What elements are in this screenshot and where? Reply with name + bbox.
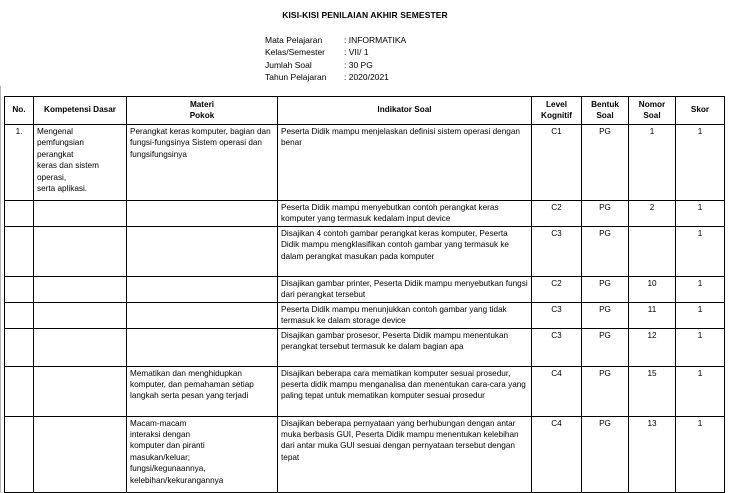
cell-bentuk-soal: PG (582, 201, 629, 227)
cell-indikator-soal: Disajikan beberapa pernyataan yang berhubungan dengan antar muka berbasis GUI, Peserta Didik mampu menentukan kelebihan dari antar muka GUI sesuai dengan pernyataan tersebut dengan tepat (278, 416, 532, 492)
meta-label: Mata Pelajaran (265, 35, 323, 45)
cell-level-kognitif: C3 (532, 328, 582, 366)
header-skor: Skor (676, 97, 725, 125)
cell-level-kognitif: C2 (532, 201, 582, 227)
cell-bentuk-soal: PG (582, 125, 629, 201)
cell-level-kognitif: C2 (532, 276, 582, 302)
table-row (5, 125, 725, 201)
table-row (5, 226, 725, 276)
cell-nomor-soal: 1 (629, 125, 676, 201)
cell-no (5, 302, 34, 328)
header-materi-pokok: Materi Pokok (127, 97, 278, 125)
cell-level-kognitif: C3 (532, 302, 582, 328)
header-kompetensi-dasar: Kompetensi Dasar (34, 97, 127, 125)
document-meta (265, 34, 406, 83)
cell-bentuk-soal: PG (582, 226, 629, 276)
cell-no (5, 366, 34, 416)
header-indikator-soal: Indikator Soal (278, 97, 532, 125)
cell-no (5, 226, 34, 276)
cell-materi-pokok (127, 302, 278, 328)
meta-row (265, 59, 406, 71)
cell-indikator-soal: Disajikan 4 contoh gambar perangkat keras komputer, Peserta Didik mampu mengklasifikan contoh gambar yang termasuk ke dalam perangkat masukan pada komputer (278, 226, 532, 276)
meta-row (265, 46, 406, 58)
cell-no (5, 328, 34, 366)
cell-level-kognitif: C4 (532, 366, 582, 416)
cell-no (5, 276, 34, 302)
cell-bentuk-soal: PG (582, 366, 629, 416)
cell-nomor-soal (629, 226, 676, 276)
cell-skor: 1 (676, 125, 725, 201)
kisi-kisi-table (4, 96, 725, 493)
meta-label: Tahun Pelajaran (265, 71, 327, 82)
cell-no (5, 201, 34, 227)
cell-kompetensi-dasar (34, 226, 127, 276)
meta-value: : 2020/2021 (344, 71, 389, 82)
meta-value: : INFORMATIKA (344, 35, 407, 45)
cell-skor: 1 (676, 366, 725, 416)
cell-indikator-soal: Peserta Didik mampu menjelaskan definisi sistem operasi dengan benar (278, 125, 532, 201)
cell-nomor-soal: 10 (629, 276, 676, 302)
cell-bentuk-soal: PG (582, 328, 629, 366)
cell-indikator-soal: Disajikan gambar printer, Peserta Didik mampu menyebutkan fungsi dari perangkat tersebut (278, 276, 532, 302)
cell-bentuk-soal: PG (582, 416, 629, 492)
cell-materi-pokok (127, 276, 278, 302)
cell-materi-pokok (127, 328, 278, 366)
meta-label: Jumlah Soal (265, 59, 312, 70)
cell-nomor-soal: 12 (629, 328, 676, 366)
cell-indikator-soal: Peserta Didik mampu menyebutkan contoh perangkat keras komputer yang termasuk kedalam input device (278, 201, 532, 227)
header-level-kognitif: Level Kognitif (532, 97, 582, 125)
header-bentuk-soal: Bentuk Soal (582, 97, 629, 125)
meta-row (265, 71, 406, 83)
cell-indikator-soal: Disajikan gambar prosesor, Peserta Didik mampu menentukan perangkat tersebut termasuk ke dalam bagian apa (278, 328, 532, 366)
cell-kompetensi-dasar (34, 276, 127, 302)
cell-skor: 1 (676, 201, 725, 227)
cell-nomor-soal: 13 (629, 416, 676, 492)
cell-no: 1. (5, 125, 34, 201)
table-row (5, 328, 725, 366)
table-row (5, 276, 725, 302)
cell-kompetensi-dasar (34, 366, 127, 416)
cell-level-kognitif: C4 (532, 416, 582, 492)
header-no: No. (5, 97, 34, 125)
cell-materi-pokok: Perangkat keras komputer, bagian dan fungsi-fungsinya Sistem operasi dan fungsifungsinya (127, 125, 278, 201)
cell-no (5, 416, 34, 492)
cell-indikator-soal: Disajikan beberapa cara mematikan komputer sesuai prosedur, peserta didik mampu menganalisa dan menentukan cara-cara yang paling tepat untuk mematikan komputer sesuai prosedur (278, 366, 532, 416)
cell-kompetensi-dasar (34, 328, 127, 366)
cell-materi-pokok: Macam-macam interaksi dengan komputer dan piranti masukan/keluar; fungsi/kegunaannya, kelebihan/kekurangannya (127, 416, 278, 492)
meta-value: : 30 PG (344, 59, 373, 70)
cell-nomor-soal: 11 (629, 302, 676, 328)
cell-nomor-soal: 2 (629, 201, 676, 227)
meta-value: : VII/ 1 (344, 47, 369, 58)
meta-row (265, 34, 406, 46)
cell-skor: 1 (676, 226, 725, 276)
cell-indikator-soal: Peserta Didik mampu menunjukkan contoh gambar yang tidak termasuk ke dalam storage device (278, 302, 532, 328)
table-row (5, 416, 725, 492)
cell-kompetensi-dasar (34, 302, 127, 328)
cell-skor: 1 (676, 276, 725, 302)
header-nomor-soal: Nomor Soal (629, 97, 676, 125)
cell-kompetensi-dasar: Mengenal pemfungsian perangkat keras dan sistem operasi, serta aplikasi. (34, 125, 127, 201)
page-margin-line (0, 86, 3, 493)
cell-materi-pokok: Mematikan dan menghidupkan komputer, dan pemahaman setiap langkah serta pesan yang terjadi (127, 366, 278, 416)
cell-skor: 1 (676, 302, 725, 328)
cell-kompetensi-dasar (34, 201, 127, 227)
meta-label: Kelas/Semester (265, 47, 325, 58)
table-row (5, 302, 725, 328)
cell-skor: 1 (676, 416, 725, 492)
cell-nomor-soal: 15 (629, 366, 676, 416)
table-header-row (5, 97, 725, 125)
cell-level-kognitif: C1 (532, 125, 582, 201)
cell-bentuk-soal: PG (582, 276, 629, 302)
cell-level-kognitif: C3 (532, 226, 582, 276)
cell-materi-pokok (127, 201, 278, 227)
document-title: KISI-KISI PENILAIAN AKHIR SEMESTER (282, 10, 448, 20)
cell-kompetensi-dasar (34, 416, 127, 492)
cell-bentuk-soal: PG (582, 302, 629, 328)
table-row (5, 201, 725, 227)
cell-skor: 1 (676, 328, 725, 366)
cell-materi-pokok (127, 226, 278, 276)
table-row (5, 366, 725, 416)
